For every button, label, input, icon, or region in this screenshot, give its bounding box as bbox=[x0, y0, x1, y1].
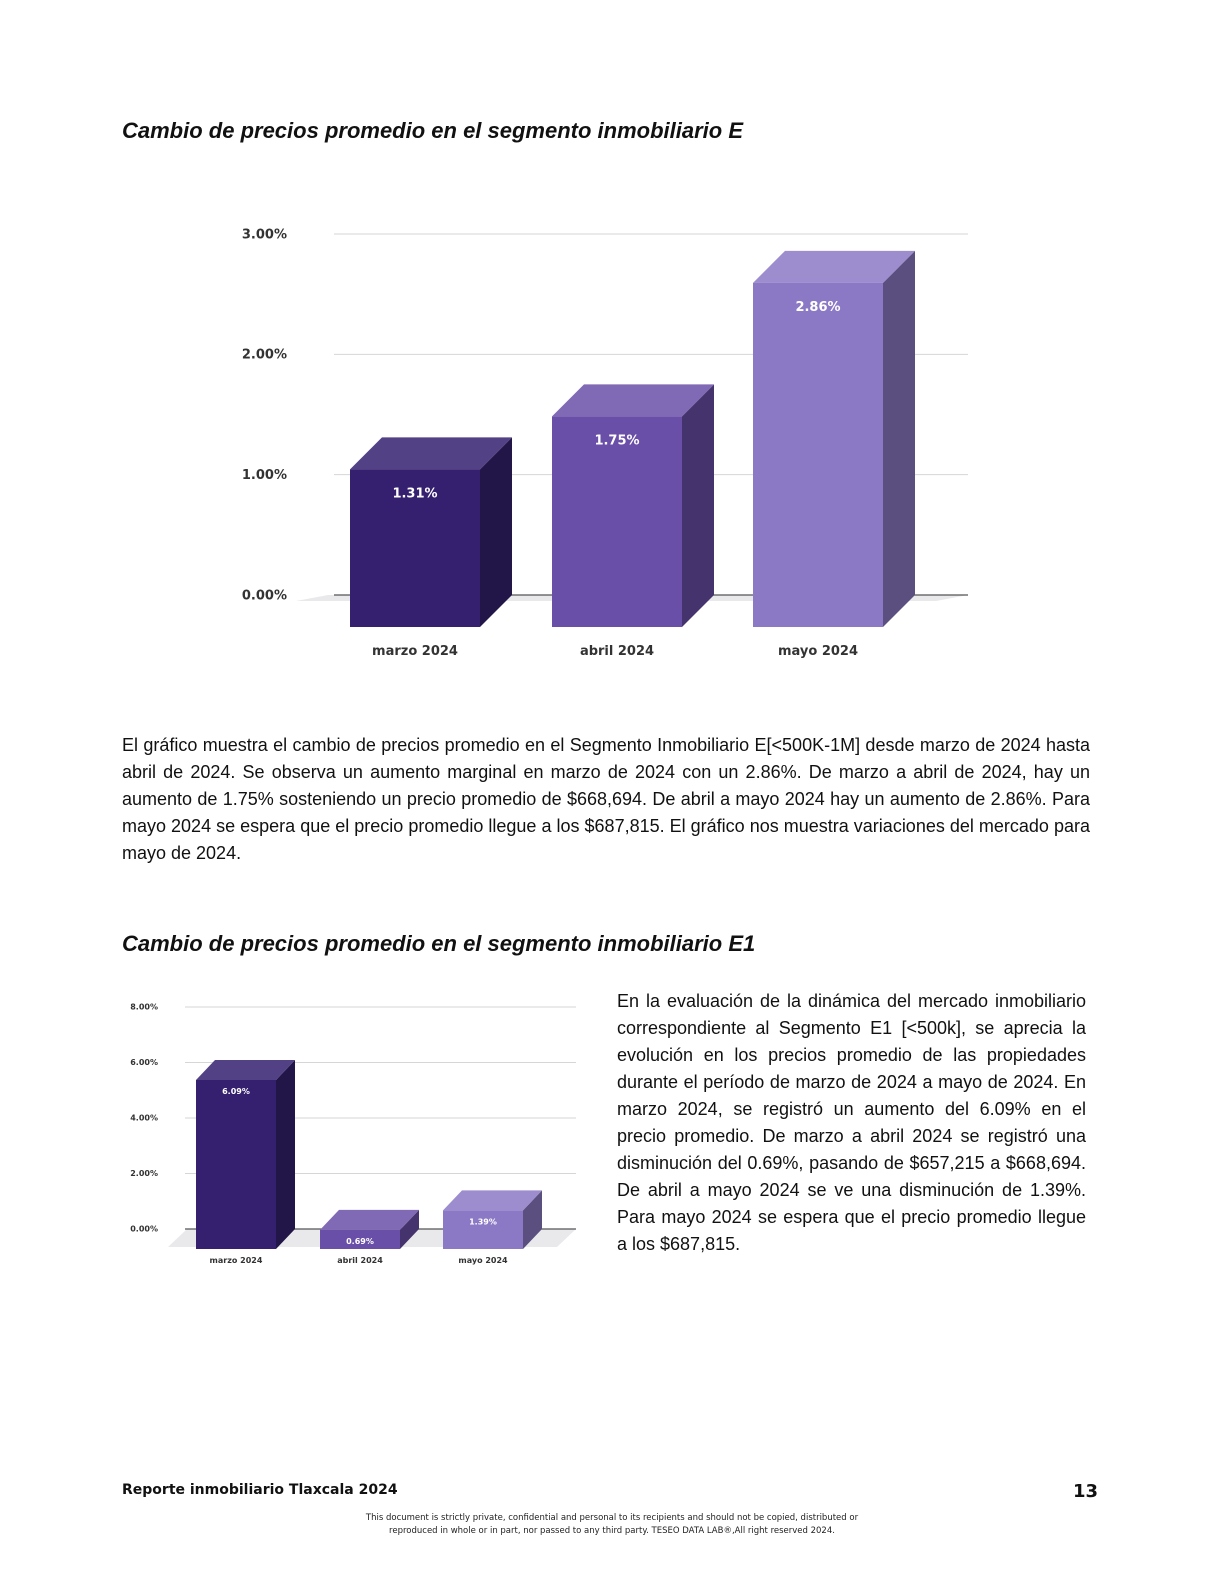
data-label: 2.86% bbox=[795, 299, 841, 315]
bar-side bbox=[883, 251, 915, 627]
x-tick-label: abril 2024 bbox=[337, 1256, 383, 1265]
bar-front bbox=[753, 283, 883, 627]
bar bbox=[552, 384, 714, 627]
section-paragraph-e: El gráfico muestra el cambio de precios promedio en el Segmento Inmobiliario E[<500K-1M] desde marzo de 2024 hasta abril de 2024. Se observa un aumento marginal en marzo de 2024 con un 2.86%. De marzo a abril de 2024, hay un aumento de 1.75% sosteniendo un precio promedio de $668,694. De abril a mayo 2024 hay un aumento de 2.86%. Para mayo 2024 se espera que el precio promedio llegue a los $687,815. El gráfico nos muestra variaciones del mercado para mayo de 2024. bbox=[122, 735, 1090, 863]
disclaimer bbox=[312, 1512, 912, 1538]
data-label: 1.39% bbox=[469, 1217, 497, 1227]
report-title: Reporte inmobiliario Tlaxcala 2024 bbox=[122, 1482, 398, 1498]
price-change-chart-e1 bbox=[120, 995, 590, 1285]
bar bbox=[350, 437, 512, 627]
section-heading-e1: Cambio de precios promedio en el segmento inmobiliario E1 bbox=[122, 931, 756, 956]
disclaimer-line: This document is strictly private, confidential and personal to its recipients and should not be copied, distributed or bbox=[365, 1513, 859, 1523]
section-paragraph-e1: En la evaluación de la dinámica del mercado inmobiliario correspondiente al Segmento E1 [<500k], se aprecia la evolución en los precios promedio de las propiedades durante el período de marzo de 2024 a mayo de 2024. En marzo 2024, se registró un aumento del 6.09% en el precio promedio. De marzo a abril 2024 se registró una disminución del 0.69%, pasando de $657,215 a $668,694. De abril a mayo 2024 se ve una disminución de 1.39%. Para mayo 2024 se espera que el precio promedio llegue a los $687,815. bbox=[617, 991, 1086, 1254]
data-label: 1.31% bbox=[392, 486, 438, 502]
y-tick-label: 4.00% bbox=[130, 1113, 158, 1123]
bar-side bbox=[480, 437, 512, 627]
price-change-chart-e bbox=[230, 210, 990, 670]
x-tick-label: marzo 2024 bbox=[209, 1256, 263, 1265]
data-label: 0.69% bbox=[346, 1236, 374, 1246]
y-tick-label: 6.00% bbox=[130, 1058, 158, 1068]
y-tick-label: 0.00% bbox=[241, 588, 287, 604]
y-tick-label: 8.00% bbox=[130, 1002, 158, 1012]
bar-side bbox=[682, 384, 714, 627]
y-tick-label: 1.00% bbox=[241, 468, 287, 483]
x-tick-label: mayo 2024 bbox=[458, 1256, 508, 1265]
bar-front bbox=[443, 1210, 523, 1249]
data-label: 6.09% bbox=[222, 1087, 250, 1097]
data-label: 1.75% bbox=[594, 433, 640, 449]
y-tick-label: 2.00% bbox=[241, 347, 287, 363]
bar-front bbox=[196, 1080, 276, 1249]
y-tick-label: 3.00% bbox=[241, 227, 287, 243]
x-tick-label: marzo 2024 bbox=[372, 644, 458, 659]
x-tick-label: mayo 2024 bbox=[777, 644, 859, 659]
bar-side bbox=[276, 1060, 295, 1249]
disclaimer-line: reproduced in whole or in part, nor passed to any third party. TESEO DATA LAB®,All right reserved 2024. bbox=[389, 1526, 835, 1536]
y-tick-label: 0.00% bbox=[130, 1224, 158, 1234]
section-heading-e: Cambio de precios promedio en el segmento inmobiliario E bbox=[122, 118, 744, 143]
page-number: 13 bbox=[1072, 1481, 1098, 1502]
y-tick-label: 2.00% bbox=[130, 1169, 158, 1179]
x-tick-label: abril 2024 bbox=[579, 644, 655, 659]
